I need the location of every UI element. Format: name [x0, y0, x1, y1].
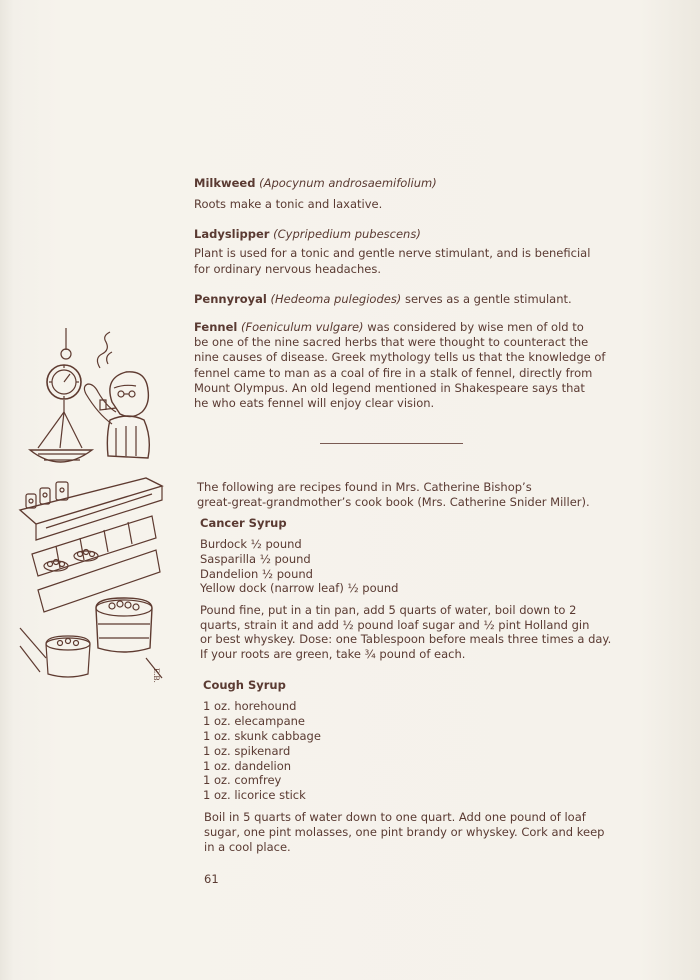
recipes-intro: The following are recipes found in Mrs. Catherine Bishop’s	[197, 480, 532, 494]
herb-scientific-name: (Apocynum androsaemifolium)	[259, 176, 437, 190]
page-number: 61	[204, 872, 219, 886]
ingredient-item: 1 oz. elecampane	[203, 714, 305, 728]
herb-description: he who eats fennel will enjoy clear vision.	[194, 396, 435, 410]
herb-pennyroyal-entry	[194, 292, 572, 307]
section-divider	[320, 443, 463, 444]
ingredient-item: 1 oz. skunk cabbage	[203, 729, 321, 743]
recipe-directions: quarts, strain it and add ½ pound loaf sugar and ½ pint Holland gin	[200, 618, 590, 632]
apothecary-with-scale-illustration	[16, 328, 166, 688]
herb-ladyslipper-heading	[194, 227, 421, 242]
ingredient-item: 1 oz. spikenard	[203, 744, 291, 758]
recipes-intro: great-great-grandmother’s cook book (Mrs. Catherine Snider Miller).	[197, 495, 590, 509]
herb-description: was considered by wise men of old to	[363, 320, 584, 334]
herb-scientific-name: (Foeniculum vulgare)	[240, 320, 364, 334]
recipe-directions: in a cool place.	[204, 840, 291, 854]
herb-description: nine causes of disease. Greek mythology tells us that the knowledge of	[194, 350, 606, 364]
herb-name: Fennel	[194, 320, 238, 334]
recipe-directions: Pound fine, put in a tin pan, add 5 quarts of water, boil down to 2	[200, 603, 577, 617]
recipe-directions: sugar, one pint molasses, one pint brandy or whyskey. Cork and keep	[204, 825, 605, 839]
herb-description: fennel came to man as a coal of fire in a stalk of fennel, directly from	[194, 366, 593, 380]
herb-description: serves as a gentle stimulant.	[401, 292, 572, 306]
herb-description: Mount Olympus. An old legend mentioned in Shakespeare says that	[194, 381, 585, 395]
herb-description: Plant is used for a tonic and gentle nerve stimulant, and is beneficial	[194, 246, 591, 260]
ingredient-item: Burdock ½ pound	[200, 537, 302, 551]
artist-signature: E.B.	[152, 668, 160, 683]
ingredient-item: Sasparilla ½ pound	[200, 552, 311, 566]
recipe-title: Cancer Syrup	[200, 516, 287, 530]
ingredient-item: Yellow dock (narrow leaf) ½ pound	[200, 581, 399, 595]
ingredient-item: Dandelion ½ pound	[200, 567, 313, 581]
herb-description: for ordinary nervous headaches.	[194, 262, 382, 276]
herb-name: Pennyroyal	[194, 292, 267, 306]
herb-scientific-name: (Hedeoma pulegiodes)	[270, 292, 402, 306]
ingredient-item: 1 oz. comfrey	[203, 773, 282, 787]
herb-scientific-name: (Cypripedium pubescens)	[273, 227, 421, 241]
herb-description: be one of the nine sacred herbs that were thought to counteract the	[194, 335, 589, 349]
herb-milkweed-heading	[194, 176, 437, 191]
recipe-directions: If your roots are green, take ¾ pound of each.	[200, 647, 466, 661]
herb-name: Milkweed	[194, 176, 256, 190]
herb-name: Ladyslipper	[194, 227, 270, 241]
herb-description: Roots make a tonic and laxative.	[194, 197, 383, 211]
ingredient-item: 1 oz. dandelion	[203, 759, 292, 773]
ingredient-item: 1 oz. horehound	[203, 699, 297, 713]
ingredient-item: 1 oz. licorice stick	[203, 788, 306, 802]
recipe-directions: or best whyskey. Dose: one Tablespoon before meals three times a day.	[200, 632, 612, 646]
recipe-title: Cough Syrup	[203, 678, 286, 692]
recipe-directions: Boil in 5 quarts of water down to one quart. Add one pound of loaf	[204, 810, 586, 824]
herb-fennel-entry	[194, 320, 584, 335]
